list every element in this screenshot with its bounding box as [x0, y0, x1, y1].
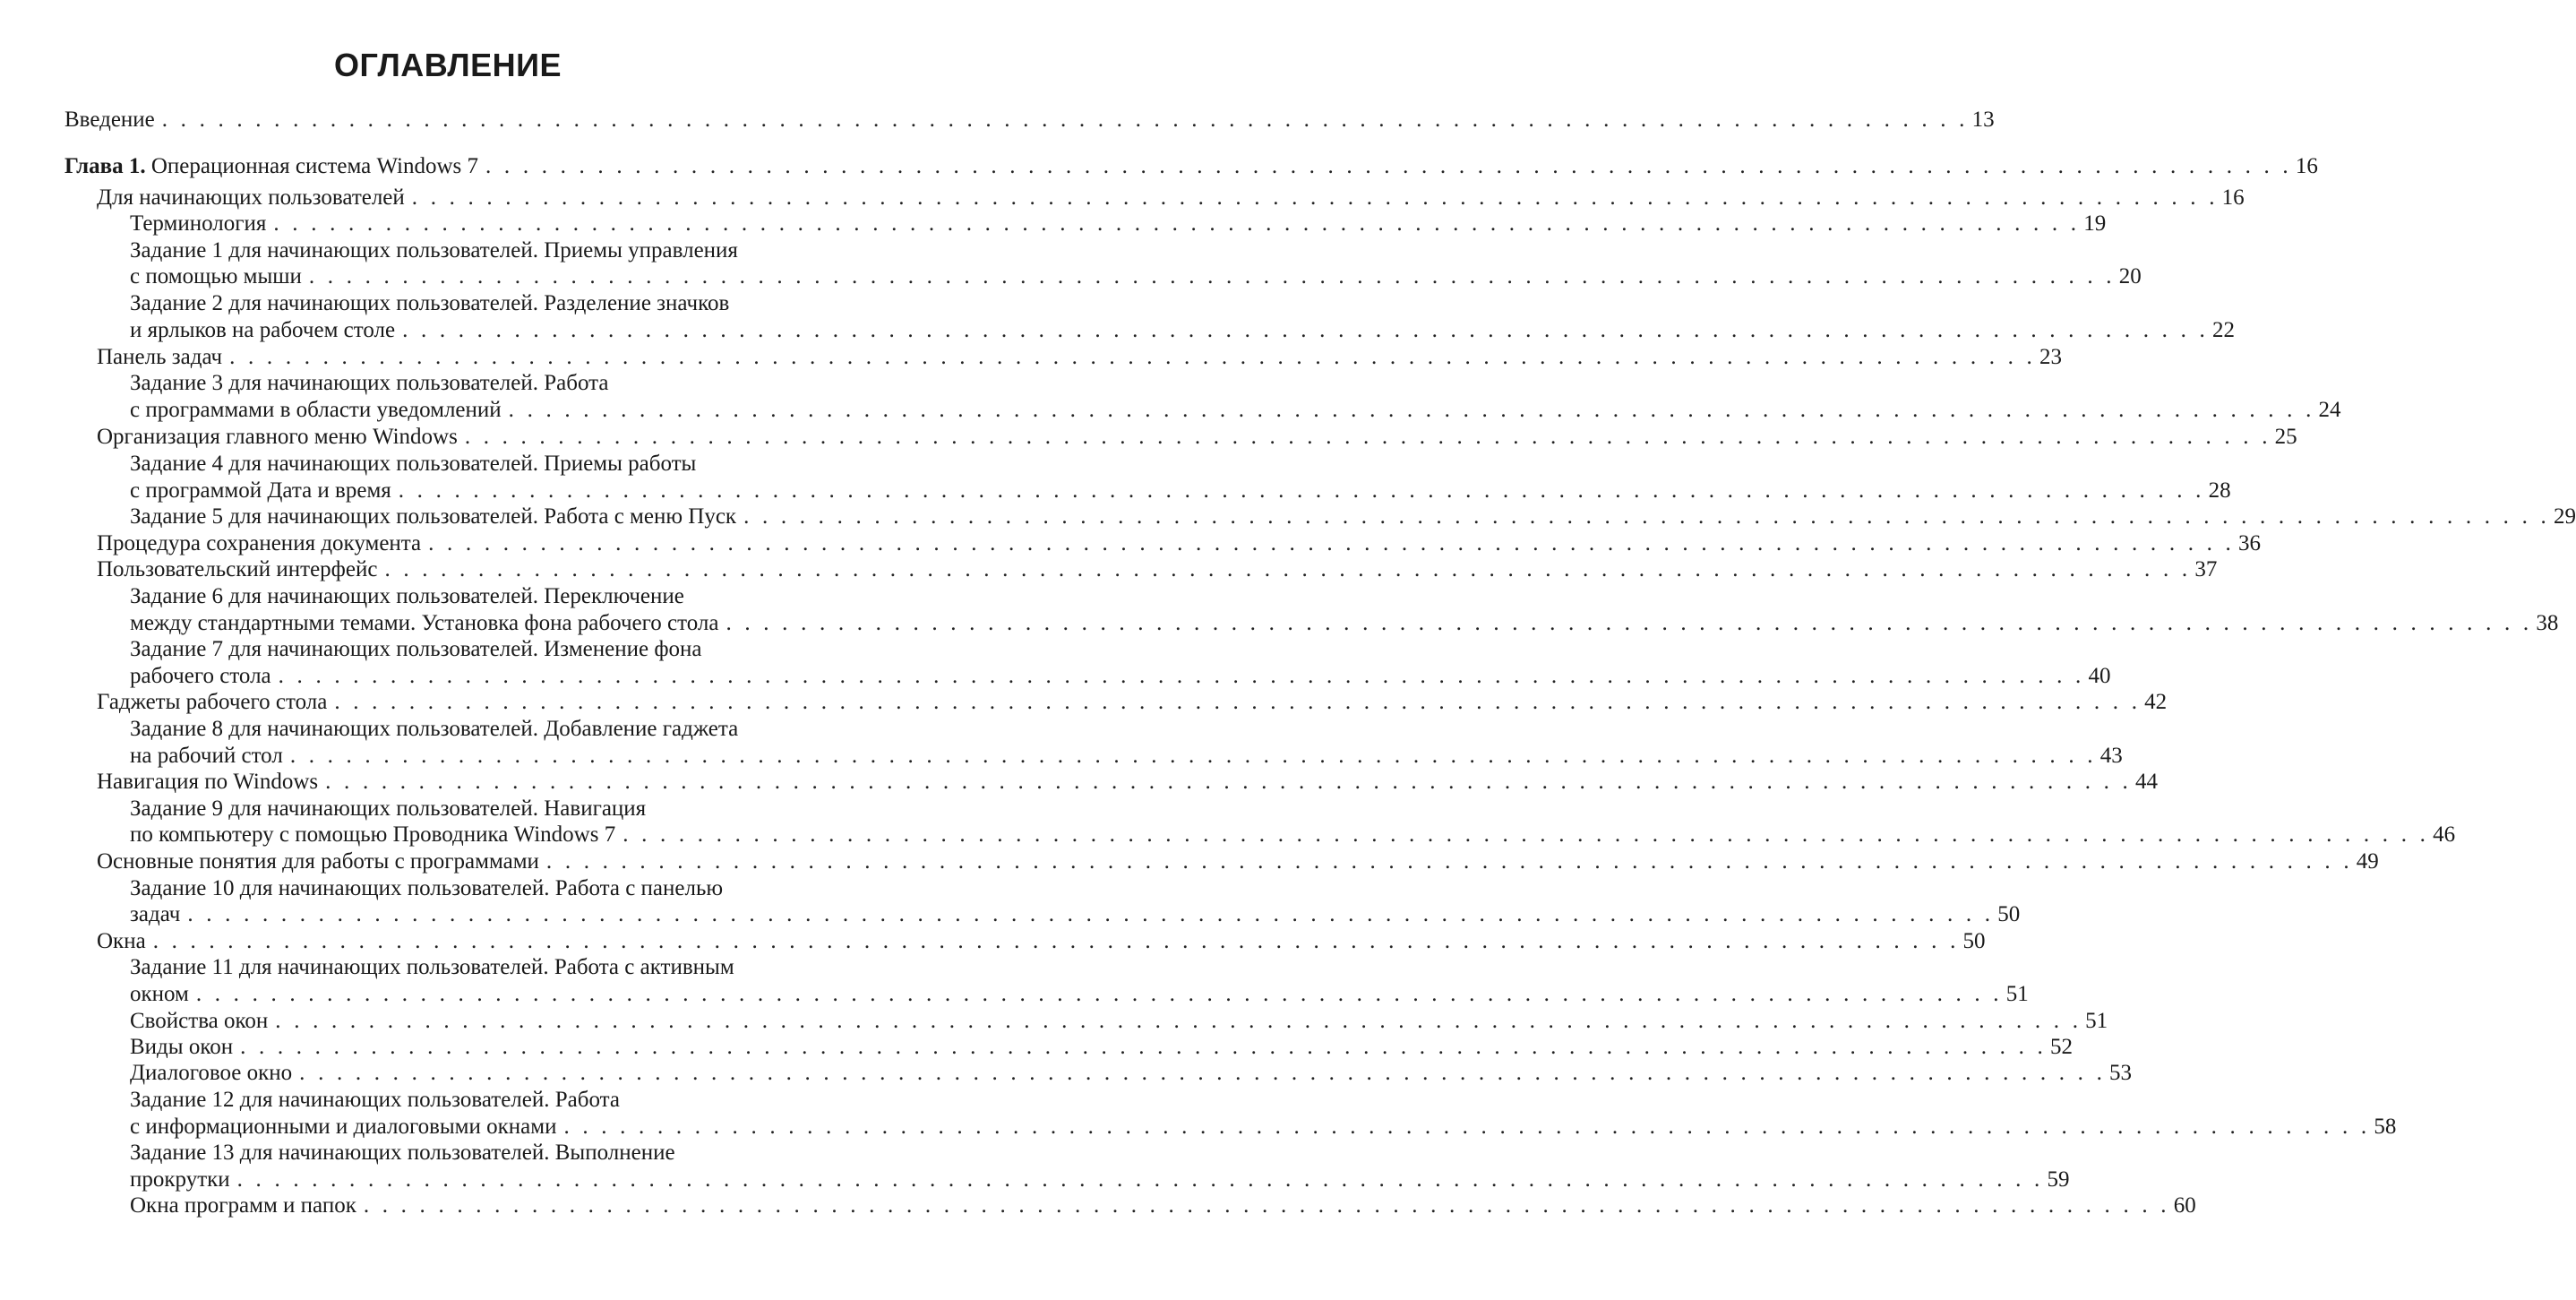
dot-leader: . . . . . . . . . . . . . . . . . . . . . . . . . . . . . . . . . . . . . . . . . . . . . . . . . . . . . . . . . . . . . . . . . . . . . . . . . . . . . . . . . . . . . . . . . . . . . . . . .: [508, 398, 2315, 422]
toc-entry[interactable]: [130, 478, 2231, 504]
dot-leader: . . . . . . . . . . . . . . . . . . . . . . . . . . . . . . . . . . . . . . . . . . . . . . . . . . . . . . . . . . . . . . . . . . . . . . . . . . . . . . . . . . . . . . . . . . . . . . . . .: [229, 345, 2036, 369]
toc-entry-text: с информационными и диалоговыми окнами: [130, 1115, 557, 1139]
toc-entry-text: Задание 3 для начинающих пользователей. Работа: [130, 371, 609, 395]
toc-page-number: 58: [2374, 1115, 2397, 1139]
toc-page-number: 51: [2085, 1009, 2108, 1033]
toc-entry-first-line[interactable]: [130, 716, 816, 743]
dot-leader: . . . . . . . . . . . . . . . . . . . . . . . . . . . . . . . . . . . . . . . . . . . . . . . . . . . . . . . . . . . . . . . . . . . . . . . . . . . . . . . . . . . . . . . . . . . . . . . . .: [623, 822, 2430, 847]
toc-entry[interactable]: [130, 1008, 2108, 1035]
toc-entry[interactable]: [97, 556, 2218, 583]
toc-entry[interactable]: [130, 1034, 2073, 1061]
dot-leader: . . . . . . . . . . . . . . . . . . . . . . . . . . . . . . . . . . . . . . . . . . . . . . . . . . . . . . . . . . . . . . . . . . . . . . . . . . . . . . . . . . . . . . . . . . . . . . . . .: [464, 425, 2271, 449]
toc-entry-text: Окна: [97, 929, 146, 953]
toc-page-number: 44: [2135, 770, 2159, 794]
toc-entry-text: Введение: [64, 108, 155, 132]
toc-page-number: 13: [1971, 108, 1995, 132]
toc-entry-text: рабочего стола: [130, 664, 271, 688]
toc-entry-first-line[interactable]: [130, 1140, 816, 1167]
toc-entry[interactable]: [130, 610, 2559, 637]
toc-entry-first-line[interactable]: [130, 451, 816, 478]
toc-entry-text: окном: [130, 982, 189, 1006]
toc-page-number: 20: [2118, 264, 2142, 288]
dot-leader: . . . . . . . . . . . . . . . . . . . . . . . . . . . . . . . . . . . . . . . . . . . . . . . . . . . . . . . . . . . . . . . . . . . . . . . . . . . . . . . . . . . . . . . . . . . . . . . . .: [161, 108, 1969, 132]
toc-entry[interactable]: [130, 397, 2341, 424]
toc-entry-text: Навигация по Windows: [97, 770, 319, 794]
toc-page-number: 16: [2221, 185, 2245, 210]
toc-page-number: 29: [2553, 504, 2576, 529]
toc-entry-text: на рабочий стол: [130, 744, 283, 768]
toc-entry-first-line[interactable]: [130, 370, 816, 397]
toc-entry[interactable]: [130, 901, 2021, 928]
toc-entry-text: Задание 5 для начинающих пользователей. Работа с меню Пуск: [130, 504, 737, 529]
toc-entry-text: Окна программ и папок: [130, 1193, 356, 1218]
toc-entry[interactable]: [130, 663, 2111, 690]
toc-page-number: 37: [2194, 557, 2218, 581]
toc-page-number: 50: [1962, 929, 1986, 953]
toc-entry-first-line[interactable]: [130, 954, 816, 981]
toc-entry[interactable]: [130, 822, 2456, 848]
toc-page-number: 51: [2005, 982, 2029, 1006]
dot-leader: . . . . . . . . . . . . . . . . . . . . . . . . . . . . . . . . . . . . . . . . . . . . . . . . . . . . . . . . . . . . . . . . . . . . . . . . . . . . . . . . . . . . . . . . . . . . . . . . .: [726, 611, 2533, 635]
toc-entry-text: задач: [130, 902, 181, 926]
toc-entry-text: Свойства окон: [130, 1009, 269, 1033]
toc-entry-text: и ярлыков на рабочем столе: [130, 318, 396, 342]
toc-page-number: 43: [2099, 744, 2123, 768]
toc-entry-text: Задание 10 для начинающих пользователей. Работа с панелью: [130, 876, 724, 900]
toc-page-number: 16: [2295, 154, 2318, 178]
toc-entry[interactable]: [97, 424, 2297, 451]
toc-page-number: 49: [2356, 849, 2379, 874]
toc-page-number: 25: [2274, 425, 2297, 449]
toc-page-number: 22: [2211, 318, 2235, 342]
dot-leader: . . . . . . . . . . . . . . . . . . . . . . . . . . . . . . . . . . . . . . . . . . . . . . . . . . . . . . . . . . . . . . . . . . . . . . . . . . . . . . . . . . . . . . . . . . . . . . . . .: [402, 318, 2209, 342]
toc-entry[interactable]: [97, 928, 1986, 955]
toc-entry[interactable]: [130, 504, 2576, 530]
toc-entry[interactable]: [97, 530, 2261, 557]
dot-leader: . . . . . . . . . . . . . . . . . . . . . . . . . . . . . . . . . . . . . . . . . . . . . . . . . . . . . . . . . . . . . . . . . . . . . . . . . . . . . . . . . . . . . . . . . . . . . . . . .: [563, 1115, 2371, 1139]
toc-entry-text: Организация главного меню Windows: [97, 425, 458, 449]
toc-page-number: 52: [2049, 1035, 2073, 1059]
toc-entry-text: между стандартными темами. Установка фона рабочего стола: [130, 611, 719, 635]
toc-page-number: 42: [2144, 690, 2168, 714]
toc-entry[interactable]: [130, 1192, 2196, 1219]
dot-leader: . . . . . . . . . . . . . . . . . . . . . . . . . . . . . . . . . . . . . . . . . . . . . . . . . . . . . . . . . . . . . . . . . . . . . . . . . . . . . . . . . . . . . . . . . . . . . . . . .: [411, 185, 2219, 210]
toc-entry-text: Панель задач: [97, 345, 223, 369]
dot-leader: . . . . . . . . . . . . . . . . . . . . . . . . . . . . . . . . . . . . . . . . . . . . . . . . . . . . . . . . . . . . . . . . . . . . . . . . . . . . . . . . . . . . . . . . . . . . . . . . .: [308, 264, 2116, 288]
dot-leader: . . . . . . . . . . . . . . . . . . . . . . . . . . . . . . . . . . . . . . . . . . . . . . . . . . . . . . . . . . . . . . . . . . . . . . . . . . . . . . . . . . . . . . . . . . . . . . . . .: [743, 504, 2550, 529]
toc-page-number: 28: [2208, 478, 2231, 503]
toc-entry-first-line[interactable]: [130, 583, 816, 610]
toc-page-number: 19: [2083, 211, 2107, 236]
dot-leader: . . . . . . . . . . . . . . . . . . . . . . . . . . . . . . . . . . . . . . . . . . . . . . . . . . . . . . . . . . . . . . . . . . . . . . . . . . . . . . . . . . . . . . . . . . . . . . . . .: [363, 1193, 2170, 1218]
dot-leader: . . . . . . . . . . . . . . . . . . . . . . . . . . . . . . . . . . . . . . . . . . . . . . . . . . . . . . . . . . . . . . . . . . . . . . . . . . . . . . . . . . . . . . . . . . . . . . . . .: [289, 744, 2097, 768]
toc-page-number: 50: [1997, 902, 2021, 926]
toc-entry-text: по компьютеру с помощью Проводника Windows 7: [130, 822, 616, 847]
toc-entry-first-line[interactable]: [130, 237, 816, 264]
toc-entry[interactable]: [97, 848, 2379, 875]
toc-entry-text: Виды окон: [130, 1035, 234, 1059]
toc-entry[interactable]: [130, 263, 2142, 290]
dot-leader: . . . . . . . . . . . . . . . . . . . . . . . . . . . . . . . . . . . . . . . . . . . . . . . . . . . . . . . . . . . . . . . . . . . . . . . . . . . . . . . . . . . . . . . . . . . . . . . . .: [273, 211, 2081, 236]
toc-page-number: 60: [2173, 1193, 2196, 1218]
dot-leader: . . . . . . . . . . . . . . . . . . . . . . . . . . . . . . . . . . . . . . . . . . . . . . . . . . . . . . . . . . . . . . . . . . . . . . . . . . . . . . . . . . . . . . . . . . . . . . . . .: [545, 849, 2353, 874]
toc-entry-text: Терминология: [130, 211, 267, 236]
toc-entry[interactable]: [97, 769, 2159, 796]
toc-entry-text: Задание 11 для начинающих пользователей. Работа с активным: [130, 955, 734, 979]
toc-entry-text: с программами в области уведомлений: [130, 398, 502, 422]
toc-entry-text: Задание 1 для начинающих пользователей. Приемы управления: [130, 238, 738, 263]
toc-page-number: 24: [2318, 398, 2341, 422]
toc-entry[interactable]: [130, 1114, 2397, 1141]
toc-entry-text: Основные понятия для работы с программами: [97, 849, 539, 874]
toc-entry-text: прокрутки: [130, 1167, 230, 1192]
page-title: ОГЛАВЛЕНИЕ: [333, 47, 562, 83]
toc-entry-text: Для начинающих пользователей: [97, 185, 405, 210]
dot-leader: . . . . . . . . . . . . . . . . . . . . . . . . . . . . . . . . . . . . . . . . . . . . . . . . . . . . . . . . . . . . . . . . . . . . . . . . . . . . . . . . . . . . . . . . . . . . . . . . .: [428, 531, 2235, 555]
toc-entry-text: с помощью мыши: [130, 264, 302, 288]
toc-entry-first-line[interactable]: [130, 290, 816, 317]
toc-entry-text: Задание 9 для начинающих пользователей. Навигация: [130, 796, 647, 821]
toc-entry-text: Задание 12 для начинающих пользователей. Работа: [130, 1088, 620, 1112]
toc-entry[interactable]: [130, 981, 2029, 1008]
toc-entry[interactable]: [97, 185, 2245, 211]
toc-page-number: 40: [2088, 664, 2111, 688]
dot-leader: . . . . . . . . . . . . . . . . . . . . . . . . . . . . . . . . . . . . . . . . . . . . . . . . . . . . . . . . . . . . . . . . . . . . . . . . . . . . . . . . . . . . . . . . . . . . . . . . .: [325, 770, 2133, 794]
toc-entry[interactable]: [97, 689, 2168, 716]
chapter-label: Глава 1.: [64, 154, 146, 178]
toc-page-number: 36: [2237, 531, 2261, 555]
toc-entry-first-line[interactable]: [130, 796, 816, 822]
dot-leader: . . . . . . . . . . . . . . . . . . . . . . . . . . . . . . . . . . . . . . . . . . . . . . . . . . . . . . . . . . . . . . . . . . . . . . . . . . . . . . . . . . . . . . . . . . . . . . . . .: [334, 690, 2142, 714]
toc-entry-first-line[interactable]: [130, 1087, 816, 1114]
toc-page-number: 53: [2109, 1061, 2133, 1085]
chapter-title: Операционная система Windows 7: [145, 154, 479, 178]
toc-entry-text: с программой Дата и время: [130, 478, 391, 503]
dot-leader: . . . . . . . . . . . . . . . . . . . . . . . . . . . . . . . . . . . . . . . . . . . . . . . . . . . . . . . . . . . . . . . . . . . . . . . . . . . . . . . . . . . . . . . . . . . . . . . . .: [195, 982, 2003, 1006]
dot-leader: . . . . . . . . . . . . . . . . . . . . . . . . . . . . . . . . . . . . . . . . . . . . . . . . . . . . . . . . . . . . . . . . . . . . . . . . . . . . . . . . . . . . . . . . . . . . . . . . .: [187, 902, 1995, 926]
dot-leader: . . . . . . . . . . . . . . . . . . . . . . . . . . . . . . . . . . . . . . . . . . . . . . . . . . . . . . . . . . . . . . . . . . . . . . . . . . . . . . . . . . . . . . . . . . . . . . . . .: [278, 664, 2085, 688]
toc-entry-text: Диалоговое окно: [130, 1061, 293, 1085]
toc-entry-first-line[interactable]: [130, 875, 816, 902]
toc-entry[interactable]: [130, 211, 2107, 237]
toc-entry-text: Задание 4 для начинающих пользователей. Приемы работы: [130, 452, 697, 476]
toc-page-number: 46: [2433, 822, 2456, 847]
toc-entry-text: Пользовательский интерфейс: [97, 557, 378, 581]
toc-page-number: 23: [2039, 345, 2062, 369]
toc-entry-text: Задание 2 для начинающих пользователей. Разделение значков: [130, 291, 730, 315]
toc-entry[interactable]: [130, 317, 2235, 344]
toc-entry[interactable]: [130, 1167, 2070, 1193]
toc-entry-chapter-1[interactable]: [64, 153, 2318, 180]
toc-entry[interactable]: [97, 344, 2062, 371]
toc-entry-text: Задание 8 для начинающих пользователей. Добавление гаджета: [130, 717, 739, 741]
dot-leader: . . . . . . . . . . . . . . . . . . . . . . . . . . . . . . . . . . . . . . . . . . . . . . . . . . . . . . . . . . . . . . . . . . . . . . . . . . . . . . . . . . . . . . . . . . . . . . . . .: [485, 154, 2292, 178]
toc-page-number: 38: [2536, 611, 2559, 635]
toc-entry-text: [64, 153, 478, 180]
toc-entry-text: Задание 6 для начинающих пользователей. Переключение: [130, 584, 684, 608]
toc-entry-text: Задание 13 для начинающих пользователей. Выполнение: [130, 1141, 675, 1165]
toc-entry-text: Процедура сохранения документа: [97, 531, 422, 555]
toc-entry-first-line[interactable]: [130, 636, 816, 663]
toc-page-number: 59: [2047, 1167, 2070, 1192]
dot-leader: . . . . . . . . . . . . . . . . . . . . . . . . . . . . . . . . . . . . . . . . . . . . . . . . . . . . . . . . . . . . . . . . . . . . . . . . . . . . . . . . . . . . . . . . . . . . . . . . .: [299, 1061, 2107, 1085]
toc-entry-text: Гаджеты рабочего стола: [97, 690, 328, 714]
toc-entry-introduction[interactable]: [64, 107, 1995, 133]
dot-leader: . . . . . . . . . . . . . . . . . . . . . . . . . . . . . . . . . . . . . . . . . . . . . . . . . . . . . . . . . . . . . . . . . . . . . . . . . . . . . . . . . . . . . . . . . . . . . . . . .: [398, 478, 2205, 503]
dot-leader: . . . . . . . . . . . . . . . . . . . . . . . . . . . . . . . . . . . . . . . . . . . . . . . . . . . . . . . . . . . . . . . . . . . . . . . . . . . . . . . . . . . . . . . . . . . . . . . . .: [275, 1009, 2082, 1033]
dot-leader: . . . . . . . . . . . . . . . . . . . . . . . . . . . . . . . . . . . . . . . . . . . . . . . . . . . . . . . . . . . . . . . . . . . . . . . . . . . . . . . . . . . . . . . . . . . . . . . . .: [384, 557, 2192, 581]
toc-entry[interactable]: [130, 743, 2123, 770]
toc-entry-text: Задание 7 для начинающих пользователей. Изменение фона: [130, 637, 702, 661]
dot-leader: . . . . . . . . . . . . . . . . . . . . . . . . . . . . . . . . . . . . . . . . . . . . . . . . . . . . . . . . . . . . . . . . . . . . . . . . . . . . . . . . . . . . . . . . . . . . . . . . .: [240, 1035, 2047, 1059]
dot-leader: . . . . . . . . . . . . . . . . . . . . . . . . . . . . . . . . . . . . . . . . . . . . . . . . . . . . . . . . . . . . . . . . . . . . . . . . . . . . . . . . . . . . . . . . . . . . . . . . .: [152, 929, 1960, 953]
dot-leader: . . . . . . . . . . . . . . . . . . . . . . . . . . . . . . . . . . . . . . . . . . . . . . . . . . . . . . . . . . . . . . . . . . . . . . . . . . . . . . . . . . . . . . . . . . . . . . . . .: [236, 1167, 2044, 1192]
toc-entry[interactable]: [130, 1060, 2133, 1087]
